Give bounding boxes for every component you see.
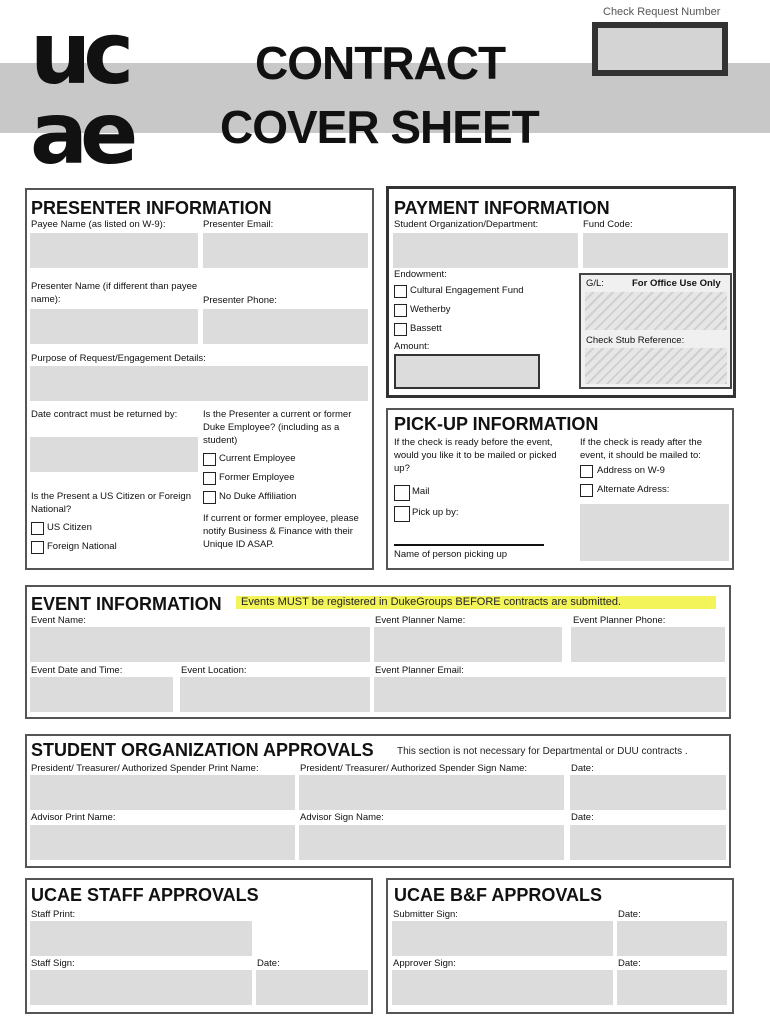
approver-sign-label: Approver Sign: [393, 958, 456, 969]
no-affiliation-label: No Duke Affiliation [219, 491, 297, 502]
pickup-by-label: Pick up by: [412, 507, 459, 518]
fund-code-field[interactable] [583, 233, 728, 268]
ucae-logo [30, 4, 170, 184]
submitter-sign-label: Submitter Sign: [393, 909, 458, 920]
planner-name-field[interactable] [374, 627, 562, 662]
advisor-date-field[interactable] [570, 825, 726, 860]
student-org-field[interactable] [393, 233, 578, 268]
date-return-field[interactable] [30, 437, 198, 472]
bassett-label: Bassett [410, 323, 442, 334]
planner-name-label: Event Planner Name: [375, 615, 466, 626]
no-affiliation-checkbox[interactable] [203, 491, 216, 504]
pickup-name-line[interactable] [394, 544, 544, 546]
after-event-text: If the check is ready after the event, it should be mailed to: [580, 437, 702, 461]
advisor-sign-field[interactable] [299, 825, 564, 860]
check-request-number-field[interactable] [592, 22, 728, 76]
approver-date-label: Date: [618, 958, 641, 969]
foreign-national-checkbox[interactable] [31, 541, 44, 554]
planner-email-field[interactable] [374, 677, 726, 712]
staff-heading: UCAE STAFF APPROVALS [31, 885, 259, 905]
date-return-label: Date contract must be returned by: [31, 409, 178, 420]
location-field[interactable] [180, 677, 370, 712]
student-org-label: Student Organization/Department: [394, 219, 539, 230]
amount-field[interactable] [394, 354, 540, 389]
wetherby-checkbox[interactable] [394, 304, 407, 317]
approver-sign-field[interactable] [392, 970, 613, 1005]
advisor-print-field[interactable] [30, 825, 295, 860]
mail-label: Mail [412, 486, 430, 497]
date-time-label: Event Date and Time: [31, 665, 123, 676]
amount-label: Amount: [394, 341, 430, 352]
date-time-field[interactable] [30, 677, 173, 712]
advisor-sign-label: Advisor Sign Name: [300, 812, 384, 823]
us-citizen-question: Is the Present a US Citizen or Foreign National? [31, 491, 191, 515]
sign-name-field[interactable] [299, 775, 564, 810]
foreign-national-label: Foreign National [47, 541, 117, 552]
current-employee-label: Current Employee [219, 453, 296, 464]
logo-line-1: uc [30, 4, 127, 104]
alternate-address-field[interactable] [580, 504, 729, 561]
payee-name-label: Payee Name (as listed on W-9): [31, 219, 166, 230]
planner-phone-field[interactable] [571, 627, 725, 662]
current-employee-checkbox[interactable] [203, 453, 216, 466]
presenter-phone-field[interactable] [203, 309, 368, 344]
gl-label: G/L: [586, 278, 604, 289]
presenter-name-field[interactable] [30, 309, 198, 344]
us-citizen-checkbox[interactable] [31, 522, 44, 535]
alternate-address-checkbox[interactable] [580, 484, 593, 497]
cultural-fund-checkbox[interactable] [394, 285, 407, 298]
office-use-label: For Office Use Only [632, 278, 721, 289]
approver-date-field[interactable] [617, 970, 727, 1005]
payment-heading: PAYMENT INFORMATION [394, 198, 610, 218]
student-date-label: Date: [571, 763, 594, 774]
check-stub-label: Check Stub Reference: [586, 335, 685, 346]
student-org-heading: STUDENT ORGANIZATION APPROVALS [31, 740, 374, 760]
check-stub-field [585, 348, 727, 384]
fund-code-label: Fund Code: [583, 219, 633, 230]
page-title-line-2: COVER SHEET [220, 101, 539, 153]
location-label: Event Location: [181, 665, 247, 676]
logo-line-2: ae [30, 84, 131, 184]
mail-checkbox[interactable] [394, 485, 410, 501]
event-name-field[interactable] [30, 627, 370, 662]
presenter-phone-label: Presenter Phone: [203, 295, 277, 306]
gl-field [585, 292, 727, 330]
payee-name-field[interactable] [30, 233, 198, 268]
page-title-line-1: CONTRACT [255, 37, 506, 89]
presenter-email-field[interactable] [203, 233, 368, 268]
sign-name-label: President/ Treasurer/ Authorized Spender Sign Name: [300, 763, 528, 774]
staff-print-label: Staff Print: [31, 909, 76, 920]
planner-email-label: Event Planner Email: [375, 665, 464, 676]
event-heading: EVENT INFORMATION [31, 594, 222, 614]
former-employee-label: Former Employee [219, 472, 295, 483]
planner-phone-label: Event Planner Phone: [573, 615, 666, 626]
student-date-field[interactable] [570, 775, 726, 810]
pickup-heading: PICK-UP INFORMATION [394, 414, 599, 434]
former-employee-checkbox[interactable] [203, 472, 216, 485]
print-name-label: President/ Treasurer/ Authorized Spender Print Name: [31, 763, 259, 774]
staff-date-field[interactable] [256, 970, 368, 1005]
presenter-email-label: Presenter Email: [203, 219, 274, 230]
address-w9-checkbox[interactable] [580, 465, 593, 478]
purpose-label: Purpose of Request/Engagement Details: [31, 353, 206, 364]
presenter-name-label: Presenter Name (if different than payee name): [31, 281, 198, 305]
staff-date-label: Date: [257, 958, 280, 969]
advisor-print-label: Advisor Print Name: [31, 812, 116, 823]
submitter-date-field[interactable] [617, 921, 727, 956]
cultural-fund-label: Cultural Engagement Fund [410, 285, 524, 296]
presenter-heading: PRESENTER INFORMATION [31, 198, 272, 218]
bf-heading: UCAE B&F APPROVALS [394, 885, 603, 905]
before-event-text: If the check is ready before the event, would you like it to be mailed or picked up? [394, 437, 557, 474]
employee-note: If current or former employee, please notify Business & Finance with their Unique ID ASAP. [203, 513, 359, 550]
purpose-field[interactable] [30, 366, 368, 401]
check-request-label: Check Request Number [603, 6, 721, 18]
address-w9-label: Address on W-9 [597, 465, 665, 476]
staff-sign-label: Staff Sign: [31, 958, 75, 969]
student-org-note: This section is not necessary for Departmental or DUU contracts . [397, 746, 688, 757]
submitter-sign-field[interactable] [392, 921, 613, 956]
event-note: Events MUST be registered in DukeGroups BEFORE contracts are submitted. [241, 596, 622, 608]
is-employee-label: Is the Presenter a current or former Duke Employee? (including as a student) [203, 409, 352, 446]
bassett-checkbox[interactable] [394, 323, 407, 336]
event-name-label: Event Name: [31, 615, 86, 626]
endowment-label: Endowment: [394, 269, 447, 280]
staff-print-field[interactable] [30, 921, 252, 956]
advisor-date-label: Date: [571, 812, 594, 823]
name-person-label: Name of person picking up [394, 549, 508, 560]
wetherby-label: Wetherby [410, 304, 451, 315]
pickup-checkbox[interactable] [394, 506, 410, 522]
submitter-date-label: Date: [618, 909, 641, 920]
staff-sign-field[interactable] [30, 970, 252, 1005]
alternate-address-label: Alternate Adress: [597, 484, 670, 495]
us-citizen-label: US Citizen [47, 522, 92, 533]
print-name-field[interactable] [30, 775, 295, 810]
